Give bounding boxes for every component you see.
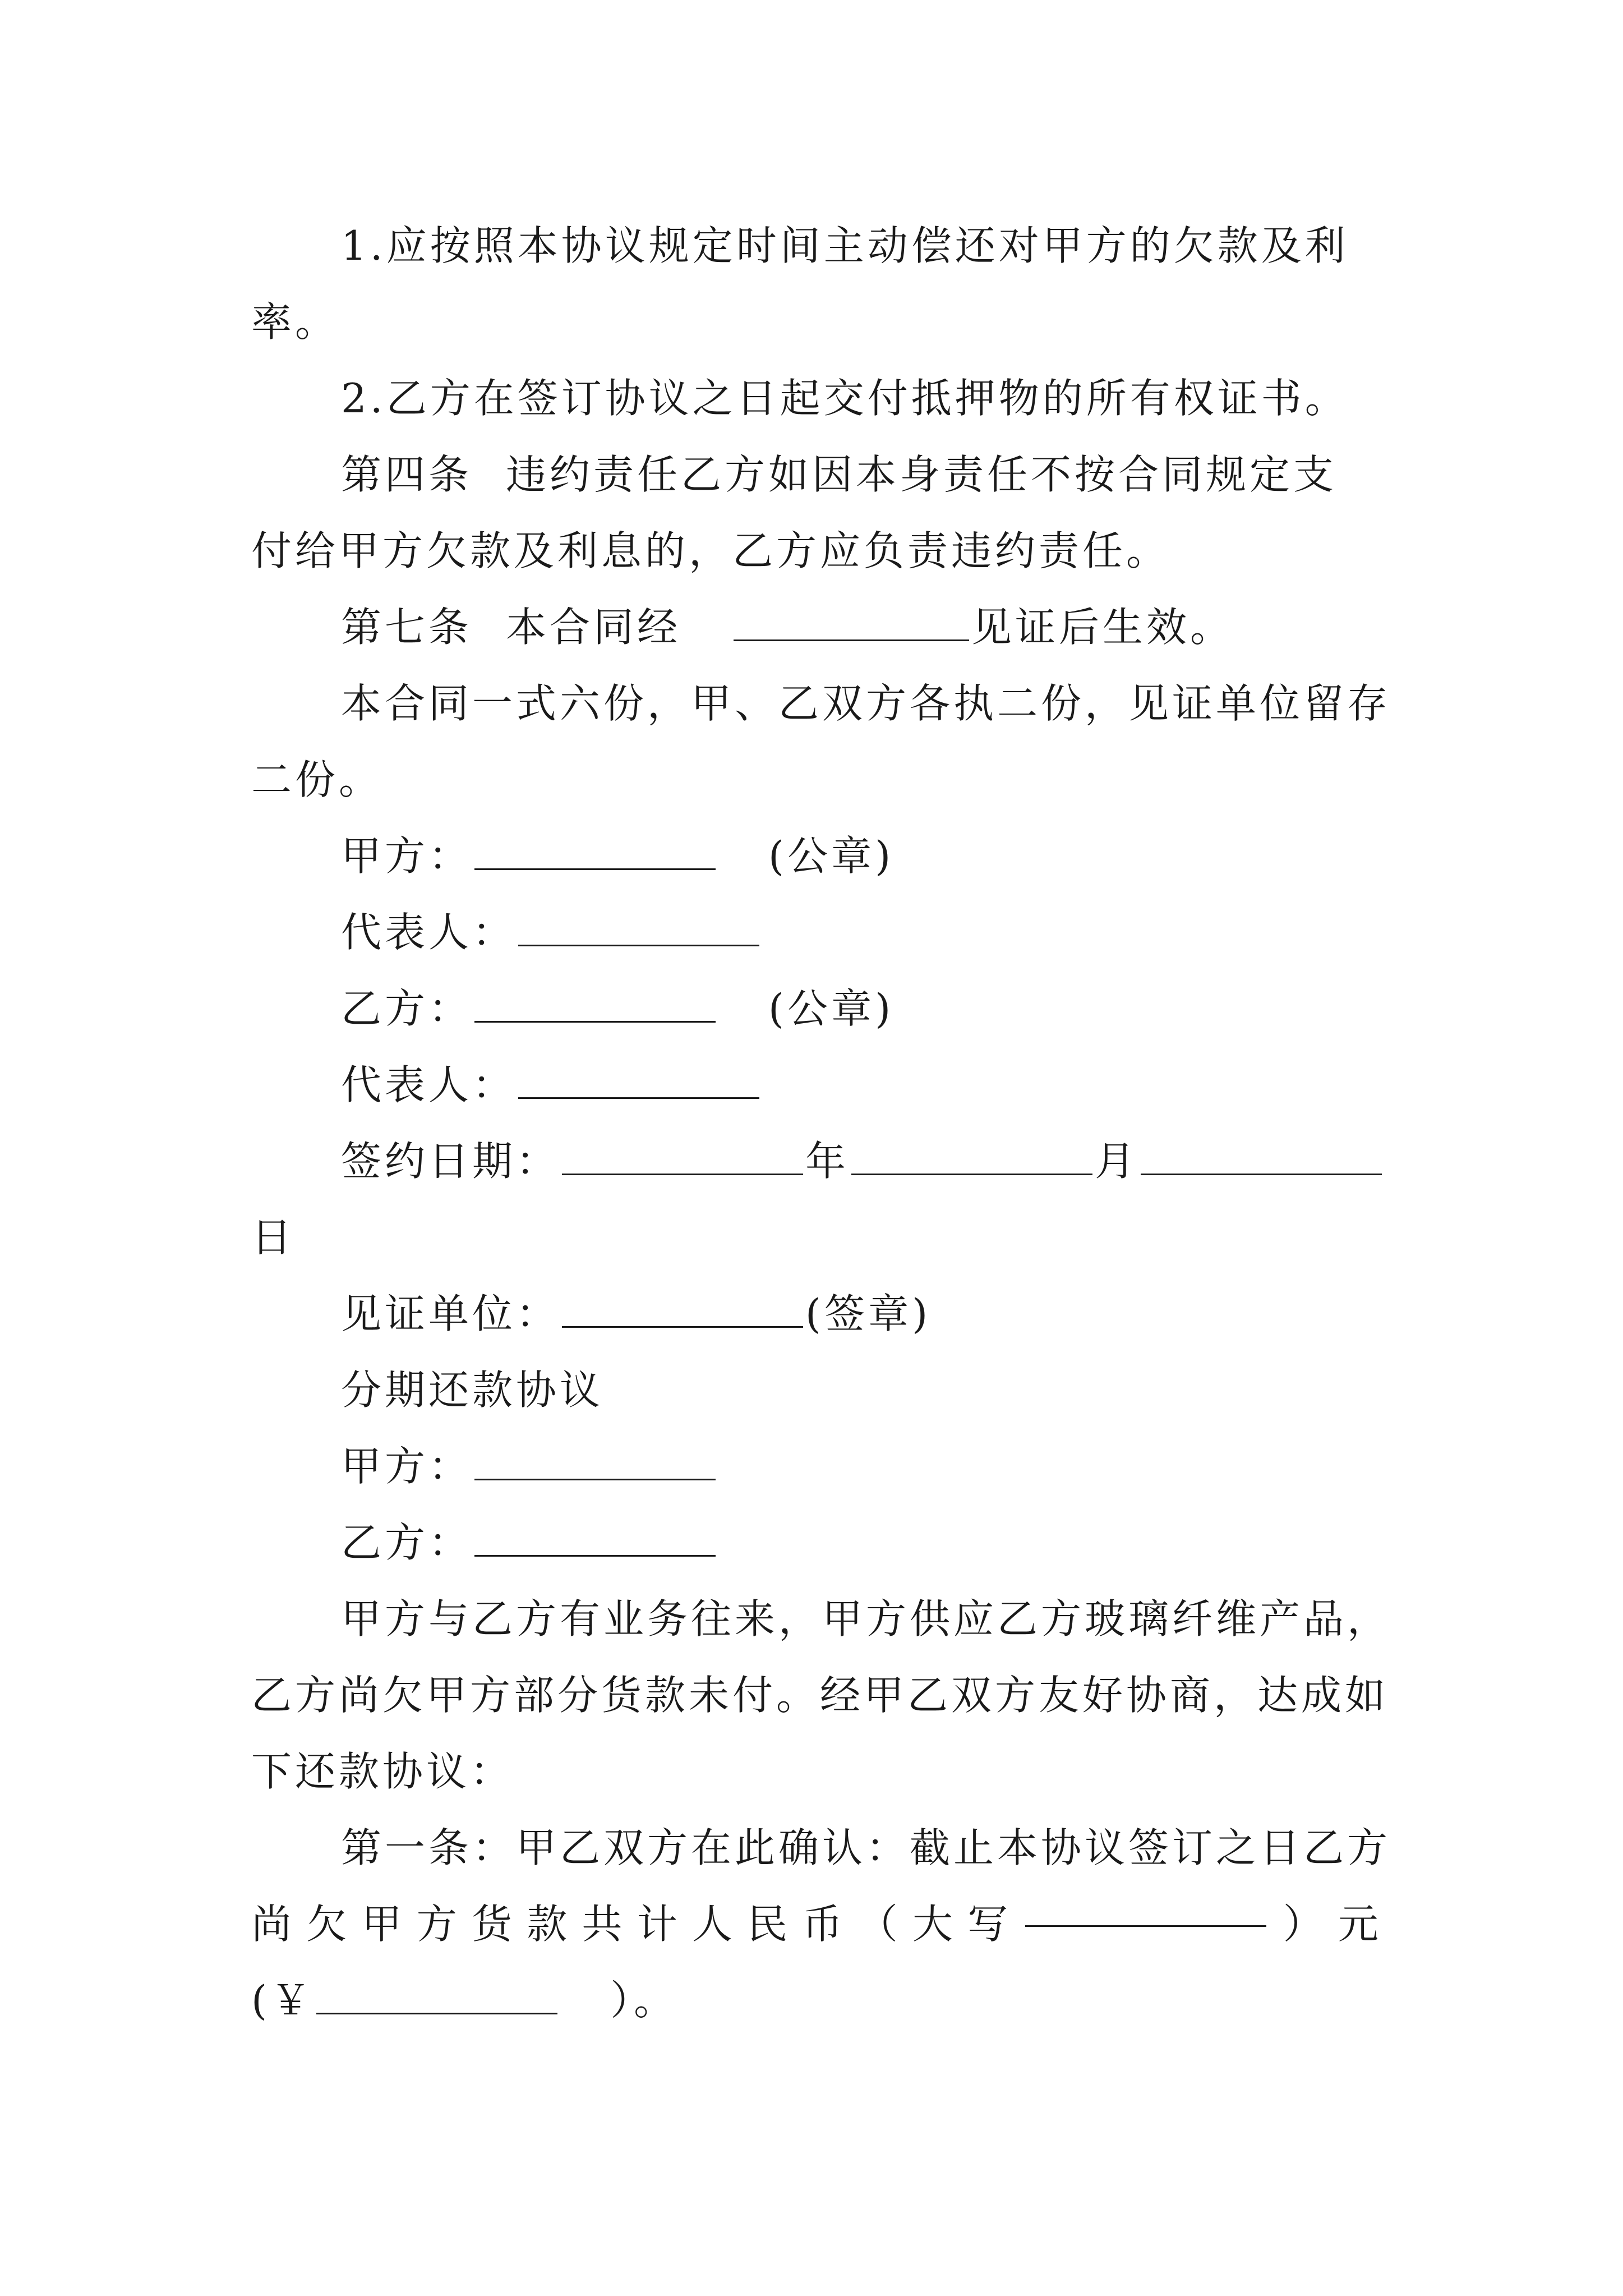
char: 方: [416, 1901, 457, 1948]
text-line: 乙方尚欠甲方部分货款未付。经甲乙双方友好协商，达成如: [251, 1672, 1389, 1719]
document-title: 分期还款协议: [341, 1366, 604, 1414]
char: 款: [527, 1901, 568, 1948]
day-blank: [1141, 1134, 1382, 1175]
yuan-symbol: (￥: [251, 1977, 315, 2024]
witness-blank: [734, 600, 969, 641]
char: 货: [472, 1901, 513, 1948]
clause-line: [251, 284, 1378, 360]
amount-figure-blank: [316, 1973, 557, 2014]
clause-line: [251, 360, 1378, 436]
party-b-rep-line: [251, 1047, 1378, 1123]
text-line: 付给甲方欠款及利息的，乙方应负责违约责任。: [251, 527, 1170, 574]
char: 计: [637, 1901, 677, 1948]
year-blank: [562, 1134, 803, 1175]
seal-label: (公章): [768, 832, 895, 880]
char: 民: [747, 1901, 788, 1948]
amount-figure-line: [251, 1962, 1378, 2039]
text-line: 2.乙方在签订协议之日起交付抵押物的所有权证书。: [341, 375, 1349, 422]
text-line: 本合同经: [506, 604, 681, 651]
seal-label: (公章): [768, 985, 895, 1032]
document-body: [251, 208, 1391, 2039]
party-b-blank: [474, 1516, 716, 1557]
amount-words-blank: [1025, 1886, 1266, 1927]
witness-label: 见证单位：: [341, 1290, 560, 1337]
sign-date-label: 签约日期：: [341, 1138, 560, 1185]
text-line: ）。: [610, 1977, 678, 2024]
party-b-label: 乙方：: [341, 1519, 473, 1566]
witness-unit-blank: [562, 1287, 803, 1328]
char: 尚: [251, 1901, 292, 1948]
rep-label: 代表人：: [341, 1061, 517, 1108]
party-a-label: 甲方：: [341, 832, 473, 880]
char: 共: [582, 1901, 623, 1948]
text-line: 违约责任乙方如因本身责任不按合同规定支: [506, 451, 1338, 498]
day-line: [251, 1199, 1378, 1276]
char: 人: [692, 1901, 733, 1948]
party-b-line: [251, 1504, 1378, 1581]
article-number: 第四条: [341, 451, 473, 498]
year-label: 年: [805, 1138, 850, 1185]
text-line: 见证后生效。: [971, 604, 1234, 651]
text-line: 甲方与乙方有业务往来，甲方供应乙方玻璃纤维产品，: [341, 1595, 1391, 1642]
char: 写: [967, 1901, 1008, 1948]
party-a-signature-line: [251, 818, 1378, 894]
char: （: [857, 1901, 898, 1948]
article-one-line: [251, 1810, 1391, 1886]
month-label: 月: [1095, 1138, 1139, 1185]
paragraph-line: [251, 1657, 1389, 1733]
clause-line: [251, 513, 1378, 589]
party-a-rep-line: [251, 894, 1378, 970]
text-line: 二份。: [251, 756, 383, 803]
article-seven-line: [251, 589, 1378, 665]
witness-line: [251, 1276, 1378, 1352]
article-one-amount-line: [251, 1886, 1378, 1962]
party-b-blank: [474, 982, 716, 1023]
month-blank: [851, 1134, 1092, 1175]
rep-label: 代表人：: [341, 909, 517, 956]
text-line: 率。: [251, 298, 339, 346]
clause-line: [251, 665, 1391, 742]
sign-date-line: [251, 1123, 1378, 1199]
char: 大: [912, 1901, 953, 1948]
text-line: 本合同一式六份，甲、乙双方各执二份，见证单位留存: [341, 680, 1391, 727]
rep-blank: [518, 1058, 759, 1099]
sign-seal-label: (签章): [805, 1290, 932, 1337]
party-a-blank: [474, 829, 716, 870]
second-title: [251, 1352, 1378, 1428]
text-line: 1.应按照本协议规定时间主动偿还对甲方的欠款及利: [341, 222, 1349, 269]
article-number: 第七条: [341, 604, 473, 651]
party-b-signature-line: [251, 970, 1378, 1047]
paragraph-line: [251, 1581, 1391, 1657]
rep-blank: [518, 905, 759, 946]
text-line: 下还款协议：: [251, 1748, 514, 1795]
party-b-label: 乙方：: [341, 985, 473, 1032]
char: 欠: [306, 1901, 347, 1948]
paragraph-line: [251, 1733, 1378, 1810]
clause-line: [251, 208, 1378, 284]
char: ）: [1283, 1901, 1324, 1948]
day-label: 日: [251, 1214, 296, 1261]
char: 元: [1338, 1901, 1378, 1948]
char: 甲: [361, 1901, 402, 1948]
party-a-label: 甲方：: [341, 1443, 473, 1490]
article-four-line: [251, 436, 1378, 513]
char: 币: [802, 1901, 843, 1948]
clause-line: [251, 742, 1378, 818]
party-a-line: [251, 1428, 1378, 1504]
text-line: 第一条：甲乙双方在此确认：截止本协议签订之日乙方: [341, 1824, 1391, 1871]
party-a-blank: [474, 1439, 716, 1480]
